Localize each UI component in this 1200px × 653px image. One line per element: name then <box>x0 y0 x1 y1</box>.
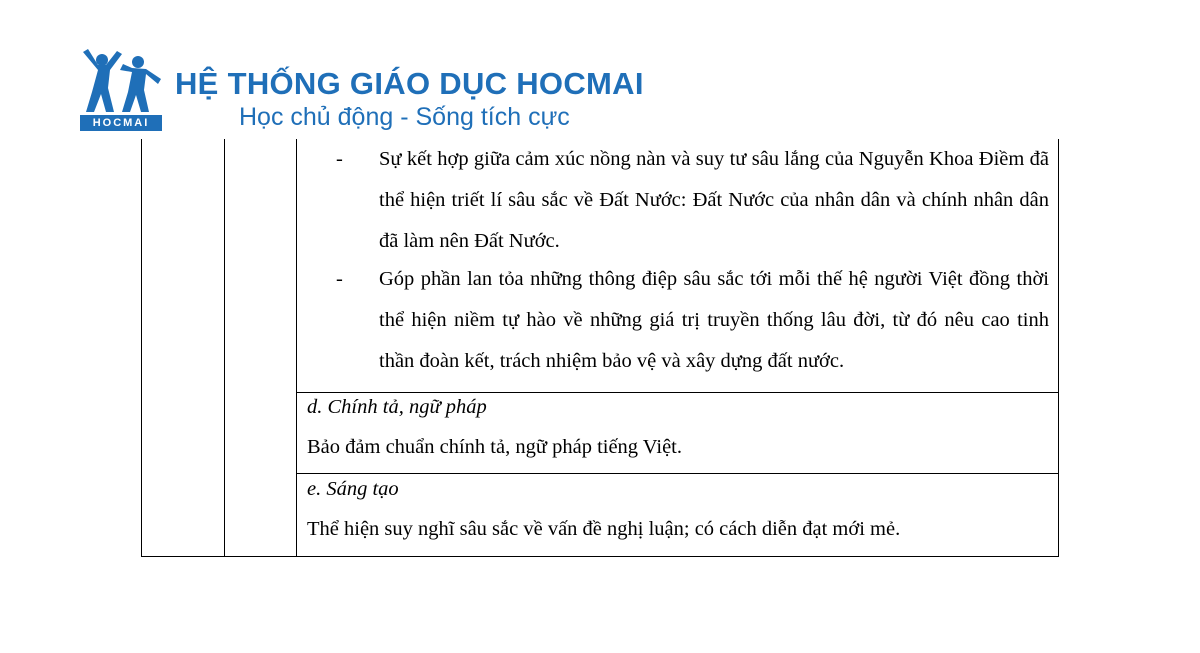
brand-slogan: Học chủ động - Sống tích cực <box>239 103 570 131</box>
rubric-table <box>141 139 1059 557</box>
page-header <box>0 0 1200 140</box>
section-d-body: Bảo đảm chuẩn chính tả, ngữ pháp tiếng Việt. <box>307 436 682 458</box>
column-divider <box>224 139 225 556</box>
bullet-text: Góp phần lan tỏa những thông điệp sâu sắc tới mỗi thế hệ người Việt đồng thời thể hiện niềm tự hào về những giá trị truyền thống lâu đời, từ đó nêu cao tinh thần đoàn kết, trách nhiệm bảo vệ và xây dựng đất nước. <box>379 268 1049 372</box>
logo-wordmark: HOCMAI <box>80 115 162 131</box>
section-d-heading: d. Chính tả, ngữ pháp <box>307 396 487 418</box>
column-divider <box>296 139 297 556</box>
people-figures-icon <box>80 48 162 116</box>
bullet-text: Sự kết hợp giữa cảm xúc nồng nàn và suy tư sâu lắng của Nguyễn Khoa Điềm đã thể hiện triết lí sâu sắc về Đất Nước: Đất Nước của nhân dân và chính nhân dân đã làm nên Đất Nước. <box>379 148 1049 252</box>
bullet-item <box>336 139 1049 262</box>
bullet-item <box>336 259 1049 382</box>
brand-title: HỆ THỐNG GIÁO DỤC HOCMAI <box>175 66 644 101</box>
section-e-heading: e. Sáng tạo <box>307 478 399 500</box>
bullet-dash: - <box>336 268 343 290</box>
section-e-body: Thể hiện suy nghĩ sâu sắc về vấn đề nghị luận; có cách diễn đạt mới mẻ. <box>307 518 901 540</box>
row-divider <box>297 473 1058 474</box>
hocmai-logo <box>80 48 162 132</box>
bullet-dash: - <box>336 148 343 170</box>
